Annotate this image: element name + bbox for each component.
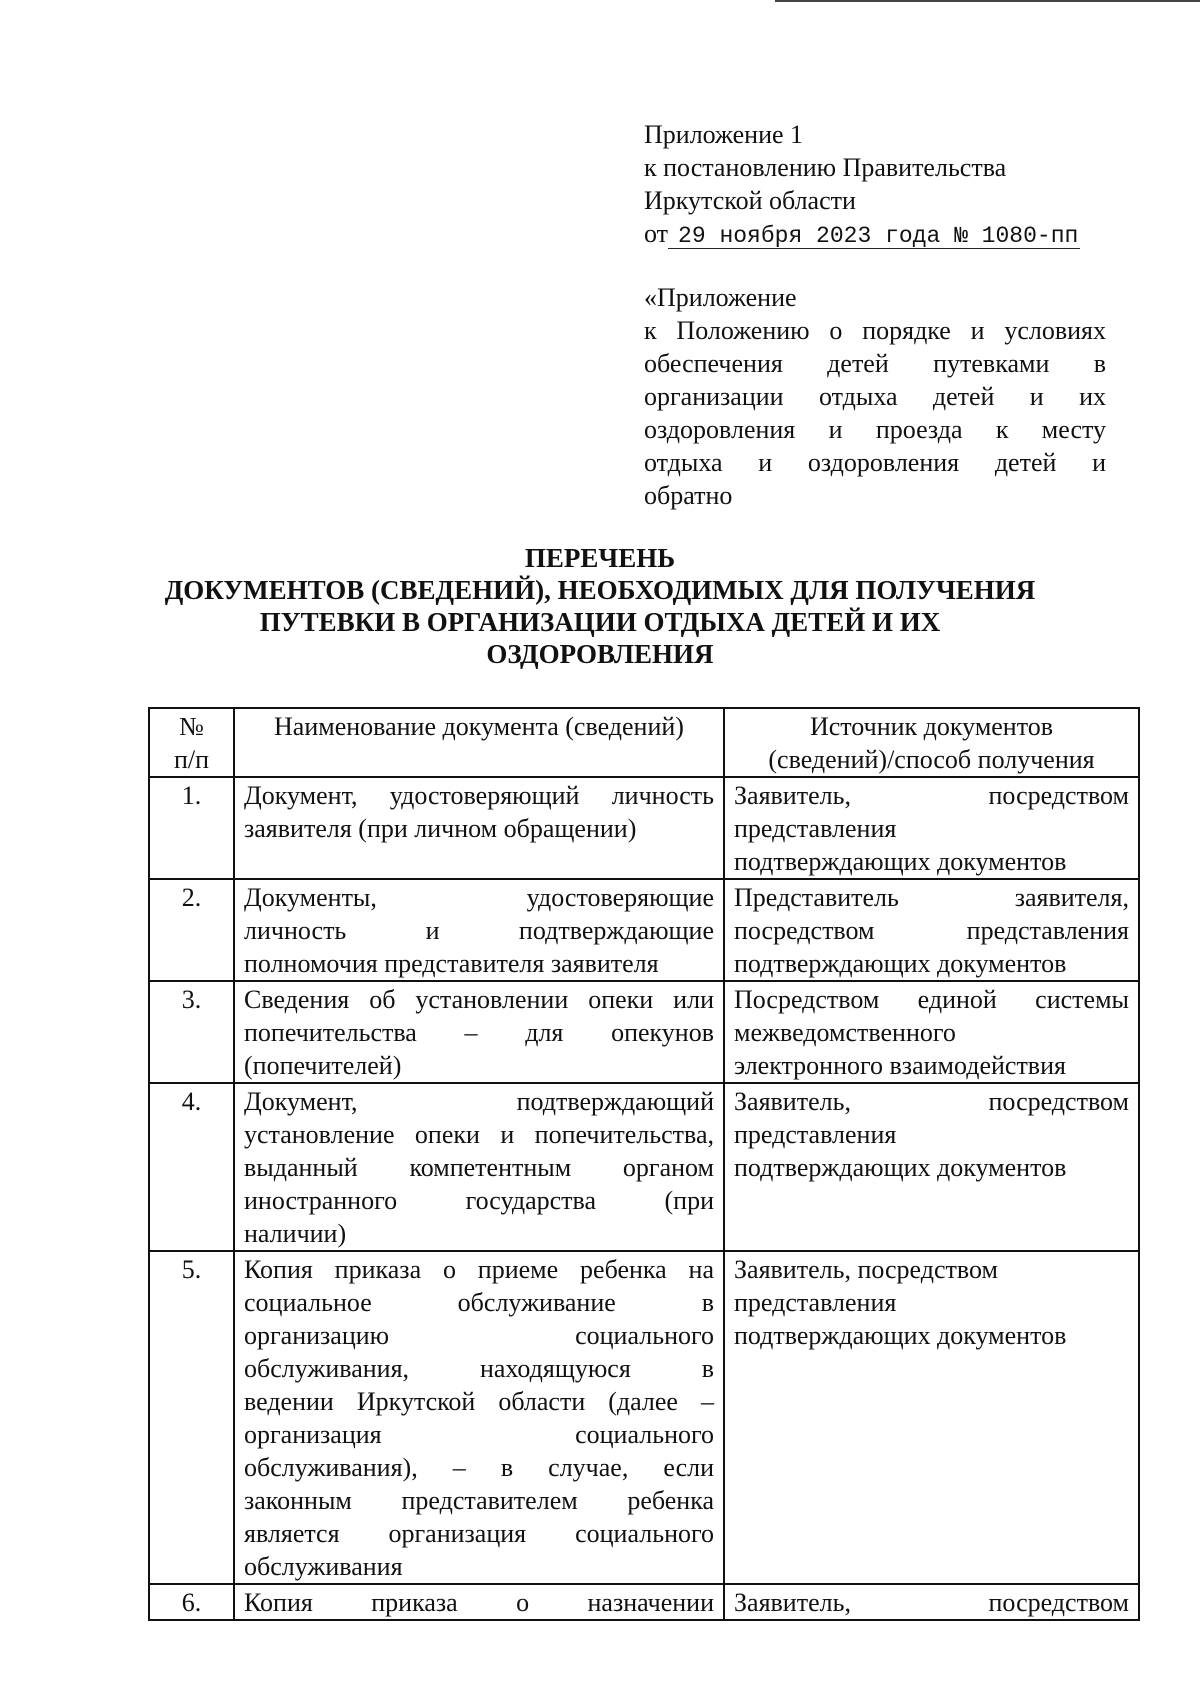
resolution-date: 29 ноября 2023 года № 1080-пп — [668, 224, 1080, 249]
header-text: Наименование документа (сведений) — [274, 712, 684, 741]
row-number: 6. — [149, 1584, 234, 1620]
cell-text: заявителя (при личном обращении) — [244, 814, 637, 843]
cell-text: является организация социального — [244, 1519, 714, 1548]
cell-text: Документ, подтверждающий — [244, 1087, 714, 1116]
document-name-cell — [234, 1083, 724, 1251]
appendix-reference — [644, 281, 1106, 512]
appendix-header — [644, 118, 1106, 250]
row-number: 5. — [149, 1251, 234, 1584]
source-cell — [724, 1584, 1139, 1620]
header-line: к постановлению Правительства — [644, 153, 1007, 182]
cell-text: полномочия представителя заявителя — [244, 949, 659, 978]
header-document-name — [234, 708, 724, 777]
table-header-row — [149, 708, 1139, 777]
cell-text: Копия приказа о приеме ребенка на — [244, 1255, 714, 1284]
cell-text: подтверждающих документов — [734, 949, 1067, 978]
document-name-cell — [234, 981, 724, 1083]
header-line: Приложение 1 — [644, 120, 804, 149]
cell-text: законным представителем ребенка — [244, 1486, 714, 1515]
cell-text: установление опеки и попечительства, — [244, 1120, 714, 1149]
appendix-line: организации отдыха детей и их — [644, 382, 1106, 411]
appendix-line: обратно — [644, 481, 733, 510]
table-row — [149, 1251, 1139, 1584]
cell-text: Заявитель, посредством — [734, 1087, 1129, 1116]
cell-text: подтверждающих документов — [734, 847, 1067, 876]
row-number: 4. — [149, 1083, 234, 1251]
cell-text: Посредством единой системы — [734, 985, 1129, 1014]
table-row — [149, 777, 1139, 879]
cell-text: Заявитель, посредством — [734, 1255, 998, 1284]
cell-text: Заявитель, посредством — [734, 1588, 1129, 1617]
cell-text: Представитель заявителя, — [734, 883, 1129, 912]
document-name-cell — [234, 879, 724, 981]
cell-text: организацию социального — [244, 1321, 714, 1350]
cell-text: выданный компетентным органом — [244, 1153, 714, 1182]
appendix-line: оздоровления и проезда к месту — [644, 415, 1106, 444]
title-line: ДОКУМЕНТОВ (СВЕДЕНИЙ), НЕОБХОДИМЫХ ДЛЯ ПОЛУЧЕНИЯ — [164, 575, 1036, 605]
title-line: ОЗДОРОВЛЕНИЯ — [486, 639, 714, 669]
table-row — [149, 1083, 1139, 1251]
source-cell — [724, 981, 1139, 1083]
cell-text: представления — [734, 814, 897, 843]
source-cell — [724, 777, 1139, 879]
cell-text: организация социального — [244, 1420, 714, 1449]
cell-text: обслуживания — [244, 1552, 403, 1581]
date-prefix: от — [644, 219, 669, 248]
cell-text: представления — [734, 1288, 897, 1317]
cell-text: Документ, удостоверяющий личность — [244, 781, 714, 810]
table-row — [149, 879, 1139, 981]
cell-text: представления — [734, 1120, 897, 1149]
cell-text: подтверждающих документов — [734, 1321, 1067, 1350]
top-border-line — [775, 0, 1200, 2]
cell-text: Заявитель, посредством — [734, 781, 1129, 810]
cell-text: личность и подтверждающие — [244, 916, 714, 945]
header-text: п/п — [173, 745, 210, 774]
cell-text: ведении Иркутской области (далее – — [244, 1387, 714, 1416]
header-text: Источник документов — [809, 712, 1054, 741]
cell-text: попечительства – для опекунов — [244, 1018, 714, 1047]
cell-text: подтверждающих документов — [734, 1153, 1067, 1182]
header-text: (сведений)/способ получения — [768, 745, 1095, 774]
cell-text: обслуживания), – в случае, если — [244, 1453, 714, 1482]
header-source — [724, 708, 1139, 777]
cell-text: социальное обслуживание в — [244, 1288, 714, 1317]
title-line: ПЕРЕЧЕНЬ — [524, 543, 676, 573]
header-number — [149, 708, 234, 777]
header-line: Иркутской области — [644, 186, 856, 215]
cell-text: иностранного государства (при — [244, 1186, 714, 1215]
header-text: № — [179, 712, 204, 741]
cell-text: наличии) — [244, 1219, 347, 1248]
appendix-line: отдыха и оздоровления детей и — [644, 448, 1106, 477]
appendix-line: к Положению о порядке и условиях — [644, 316, 1106, 345]
row-number: 2. — [149, 879, 234, 981]
documents-table — [148, 707, 1140, 1621]
document-name-cell — [234, 777, 724, 879]
table-row — [149, 981, 1139, 1083]
source-cell — [724, 879, 1139, 981]
table-row — [149, 1584, 1139, 1620]
document-name-cell — [234, 1251, 724, 1584]
cell-text: межведомственного — [734, 1018, 956, 1047]
cell-text: Копия приказа о назначении — [244, 1588, 714, 1617]
title-line: ПУТЕВКИ В ОРГАНИЗАЦИИ ОТДЫХА ДЕТЕЙ И ИХ — [259, 607, 941, 637]
row-number: 3. — [149, 981, 234, 1083]
cell-text: (попечителей) — [244, 1051, 402, 1080]
appendix-line: «Приложение — [644, 283, 797, 312]
cell-text: посредством представления — [734, 916, 1129, 945]
row-number: 1. — [149, 777, 234, 879]
resolution-date-line — [644, 217, 1106, 250]
cell-text: Сведения об установлении опеки или — [244, 985, 714, 1014]
source-cell — [724, 1083, 1139, 1251]
document-title — [150, 542, 1050, 670]
cell-text: Документы, удостоверяющие — [244, 883, 714, 912]
cell-text: обслуживания, находящуюся в — [244, 1354, 714, 1383]
source-cell — [724, 1251, 1139, 1584]
document-name-cell — [234, 1584, 724, 1620]
cell-text: электронного взаимодействия — [734, 1051, 1066, 1080]
appendix-line: обеспечения детей путевками в — [644, 349, 1106, 378]
